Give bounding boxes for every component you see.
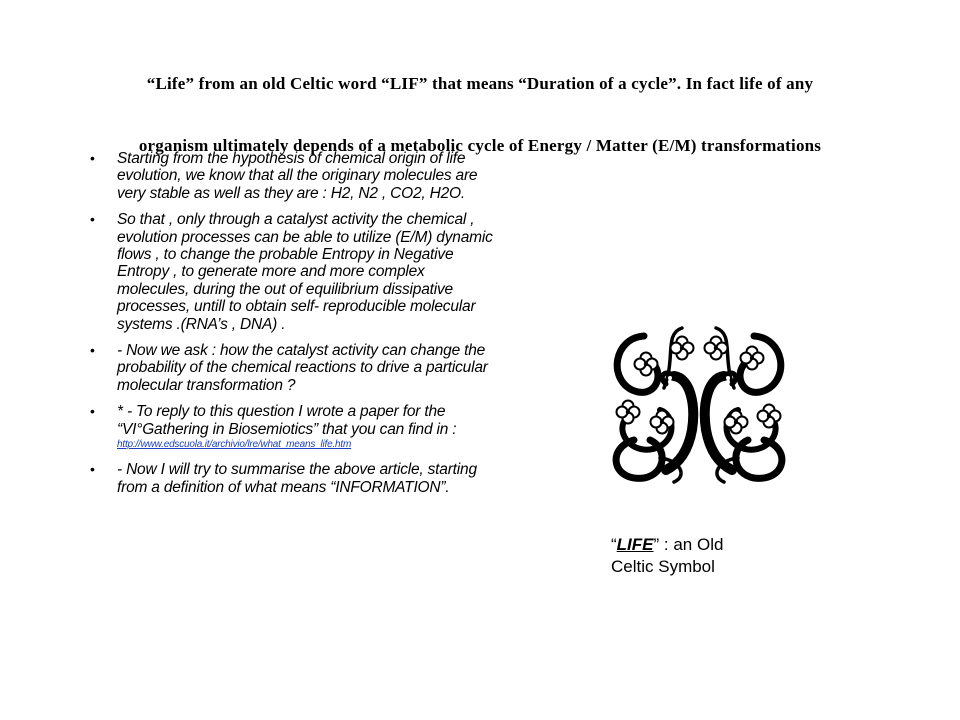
bullet-item bbox=[90, 150, 495, 202]
title-line-1: “Life” from an old Celtic word “LIF” that means “Duration of a cycle”. In fact life of any bbox=[146, 74, 814, 94]
bullet-dot: • bbox=[90, 342, 95, 359]
caption-quote-open: “ bbox=[611, 535, 617, 554]
title-line-2: organism ultimately depends of a metabolic cycle of Energy / Matter (E/M) transformations bbox=[138, 136, 822, 156]
paper-link[interactable]: http://www.edscuola.it/archivio/lre/what_means_life.htm bbox=[117, 439, 352, 451]
bullet-dot: • bbox=[90, 403, 95, 420]
caption-line-2: Celtic Symbol bbox=[611, 557, 715, 576]
bullet-item bbox=[90, 461, 495, 496]
bullet-text: - Now we ask : how the catalyst activity can change the probability of the chemical reactions to drive a particular molecular transformation ? bbox=[117, 342, 488, 394]
caption-quote-rest: ” : an Old bbox=[653, 535, 724, 554]
bullet-text: So that , only through a catalyst activity the chemical , evolution processes can be able to utilize (E/M) dynamic flows , to change the probable Entropy in Negative Entropy , to generate more and more complex molecules, during the out of equilibrium dissipative processes, untill to obtain self- reproducible molecular systems .(RNA’s , DNA) . bbox=[117, 211, 493, 333]
bullet-text: Starting from the hypothesis of chemical origin of life evolution, we know that all the originary molecules are very stable as well as they are : H2, N2 , CO2, H2O. bbox=[117, 150, 478, 202]
bullet-dot: • bbox=[90, 461, 95, 478]
bullet-dot: • bbox=[90, 150, 95, 166]
bullet-item bbox=[90, 403, 495, 452]
bullet-text: - Now I will try to summarise the above article, starting from a definition of what means “INFORMATION”. bbox=[117, 461, 477, 496]
bullet-text: * - To reply to this question I wrote a paper for the “VI°Gathering in Biosemiotics” that you can find in : bbox=[117, 403, 457, 438]
emblem-caption bbox=[611, 534, 811, 578]
bullet-item bbox=[90, 342, 495, 394]
caption-life-word: LIFE bbox=[616, 535, 654, 554]
bullet-item bbox=[90, 211, 495, 333]
celtic-knot-flower-icon bbox=[604, 318, 794, 486]
bullet-list bbox=[90, 150, 495, 505]
bullet-dot: • bbox=[90, 211, 95, 228]
